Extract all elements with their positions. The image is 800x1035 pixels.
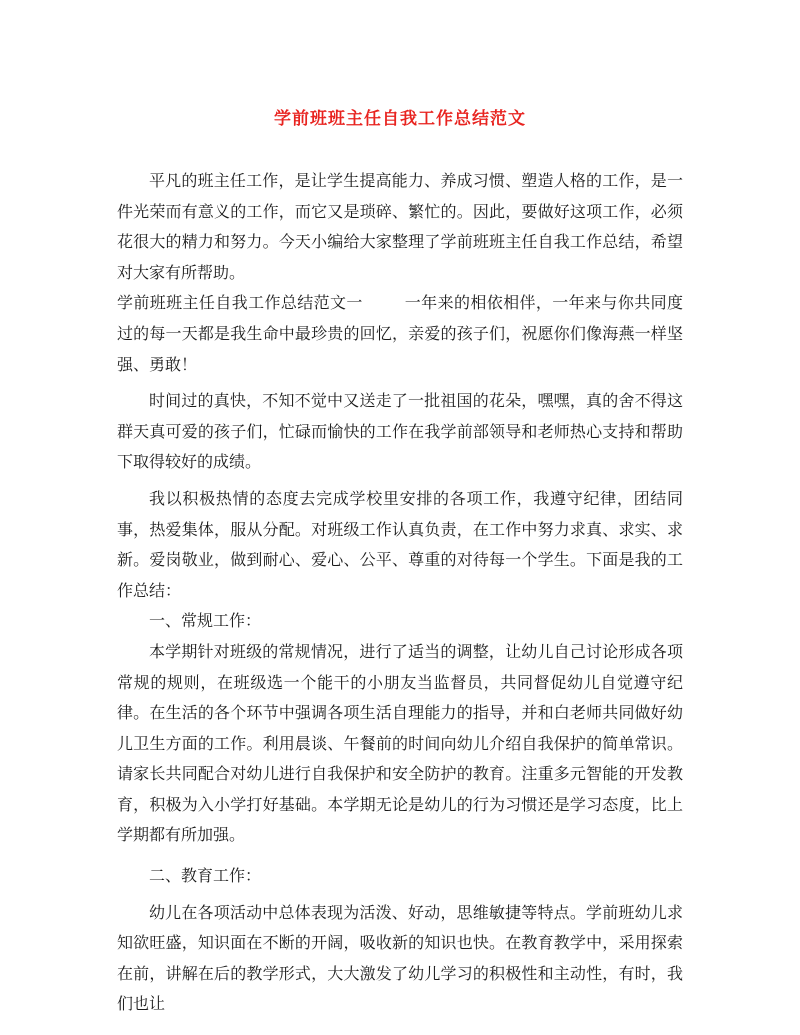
document-body <box>117 166 683 1020</box>
document-title: 学前班班主任自我工作总结范文 <box>274 109 526 129</box>
paragraph-routine: 本学期针对班级的常规情况，进行了适当的调整，让幼儿自己讨论形成各项常规的规则，在班级选一个能干的小朋友当监督员，共同督促幼儿自觉遵守纪律。在生活的各个环节中强调各项生活自理能力的指导，并和白老师共同做好幼儿卫生方面的工作。利用晨谈、午餐前的时间向幼儿介绍自我保护的简单常识。请家长共同配合对幼儿进行自我保护和安全防护的教育。注重多元智能的开发教育，积极为入小学打好基础。本学期无论是幼儿的行为习惯还是学习态度，比上学期都有所加强。 <box>117 641 683 845</box>
heading-routine-work: 一、常规工作： <box>149 611 262 631</box>
section-heading: 学前班班主任自我工作总结范文一 <box>117 293 363 313</box>
paragraph-section-one <box>117 288 683 380</box>
heading-education-work: 二、教育工作： <box>149 866 262 886</box>
section-intro: 一年来的相依相伴，一年来与你共同度过的每一天都是我生命中最珍贵的回忆，亲爱的孩子们，祝愿你们像海燕一样坚强、勇敢！ <box>117 293 683 374</box>
paragraph-education: 幼儿在各项活动中总体表现为活泼、好动，思维敏捷等特点。学前班幼儿求知欲旺盛，知识面在不断的开阔，吸收新的知识也快。在教育教学中，采用探索在前，讲解在后的教学形式，大大激发了幼儿学习的积极性和主动性，有时，我们也让 <box>117 902 683 1014</box>
paragraph-time: 时间过的真快，不知不觉中又送走了一批祖国的花朵，嘿嘿，真的舍不得这群天真可爱的孩子们，忙碌而愉快的工作在我学前部领导和老师热心支持和帮助下取得较好的成绩。 <box>117 391 683 472</box>
paragraph-attitude: 我以积极热情的态度去完成学校里安排的各项工作，我遵守纪律，团结同事，热爱集体，服从分配。对班级工作认真负责，在工作中努力求真、求实、求新。爱岗敬业，做到耐心、爱心、公平、尊重的对待每一个学生。下面是我的工作总结： <box>117 488 683 600</box>
paragraph-intro: 平凡的班主任工作，是让学生提高能力、养成习惯、塑造人格的工作，是一件光荣而有意义的工作，而它又是琐碎、繁忙的。因此，要做好这项工作，必须花很大的精力和努力。今天小编给大家整理了学前班班主任自我工作总结，希望对大家有所帮助。 <box>117 171 683 282</box>
